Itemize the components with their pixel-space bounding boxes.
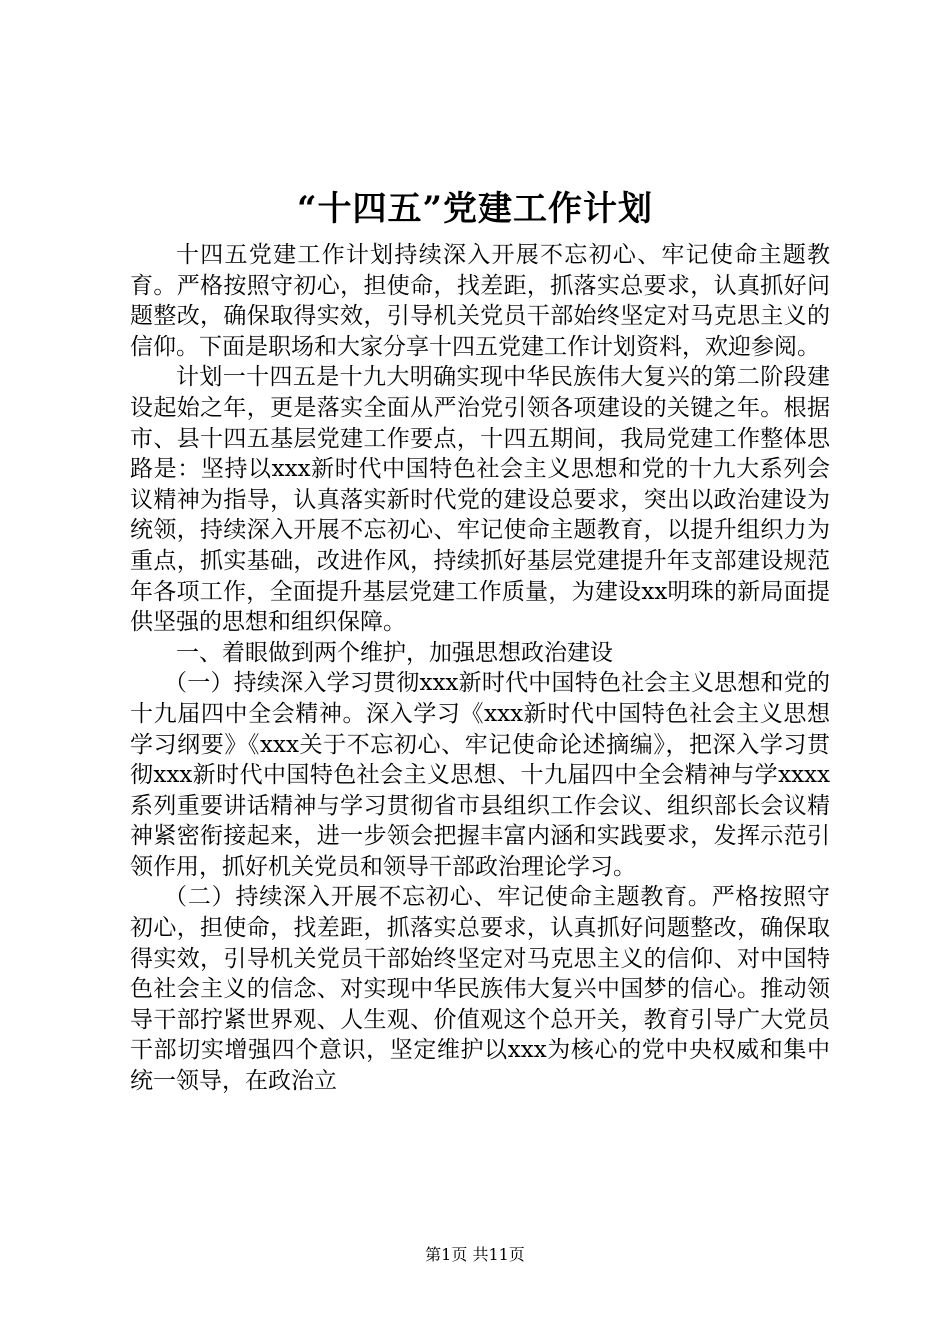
page-footer: 第1页 共11页: [425, 1245, 525, 1264]
subsection-two-paragraph: （二）持续深入开展不忘初心、牢记使命主题教育。严格按照守初心，担使命，找差距，抓落实总要求，认真抓好问题整改，确保取得实效，引导机关党员干部始终坚定对马克思主义的信仰、对中国特色社会主义的信念、对实现中华民族伟大复兴中国梦的信心。推动领导干部拧紧世界观、人生观、价值观这个总开关，教育引导广大党员干部切实增强四个意识，坚定维护以xxx为核心的党中央权威和集中统一领导，在政治立: [130, 884, 830, 1095]
intro-paragraph: 十四五党建工作计划持续深入开展不忘初心、牢记使命主题教育。严格按照守初心，担使命，找差距，抓落实总要求，认真抓好问题整改，确保取得实效，引导机关党员干部始终坚定对马克思主义的信仰。下面是职场和大家分享十四五党建工作计划资料，欢迎参阅。: [130, 242, 830, 360]
subsection-one-paragraph: （一）持续深入学习贯彻xxx新时代中国特色社会主义思想和党的十九届四中全会精神。深入学习《xxx新时代中国特色社会主义思想学习纲要》《xxx关于不忘初心、牢记使命论述摘编》，把深入学习贯彻xxx新时代中国特色社会主义思想、十九届四中全会精神与学xxxx系列重要讲话精神与学习贯彻省市县组织工作会议、组织部长会议精神紧密衔接起来，进一步领会把握丰富内涵和实践要求，发挥示范引领作用，抓好机关党员和领导干部政治理论学习。: [130, 670, 830, 880]
document-title: “十四五”党建工作计划: [296, 189, 654, 229]
section-heading-one: 一、着眼做到两个维护，加强思想政治建设: [176, 639, 613, 666]
document-body: [130, 240, 830, 1097]
plan-one-paragraph: 计划一十四五是十九大明确实现中华民族伟大复兴的第二阶段建设起始之年，更是落实全面从严治党引领各项建设的关键之年。根据市、县十四五基层党建工作要点，十四五期间，我局党建工作整体思路是：坚持以xxx新时代中国特色社会主义思想和党的十九大系列会议精神为指导，认真落实新时代党的建设总要求，突出以政治建设为统领，持续深入开展不忘初心、牢记使命主题教育，以提升组织力为重点，抓实基础，改进作风，持续抓好基层党建提升年支部建设规范年各项工作，全面提升基层党建工作质量，为建设xx明珠的新局面提供坚强的思想和组织保障。: [130, 364, 830, 636]
